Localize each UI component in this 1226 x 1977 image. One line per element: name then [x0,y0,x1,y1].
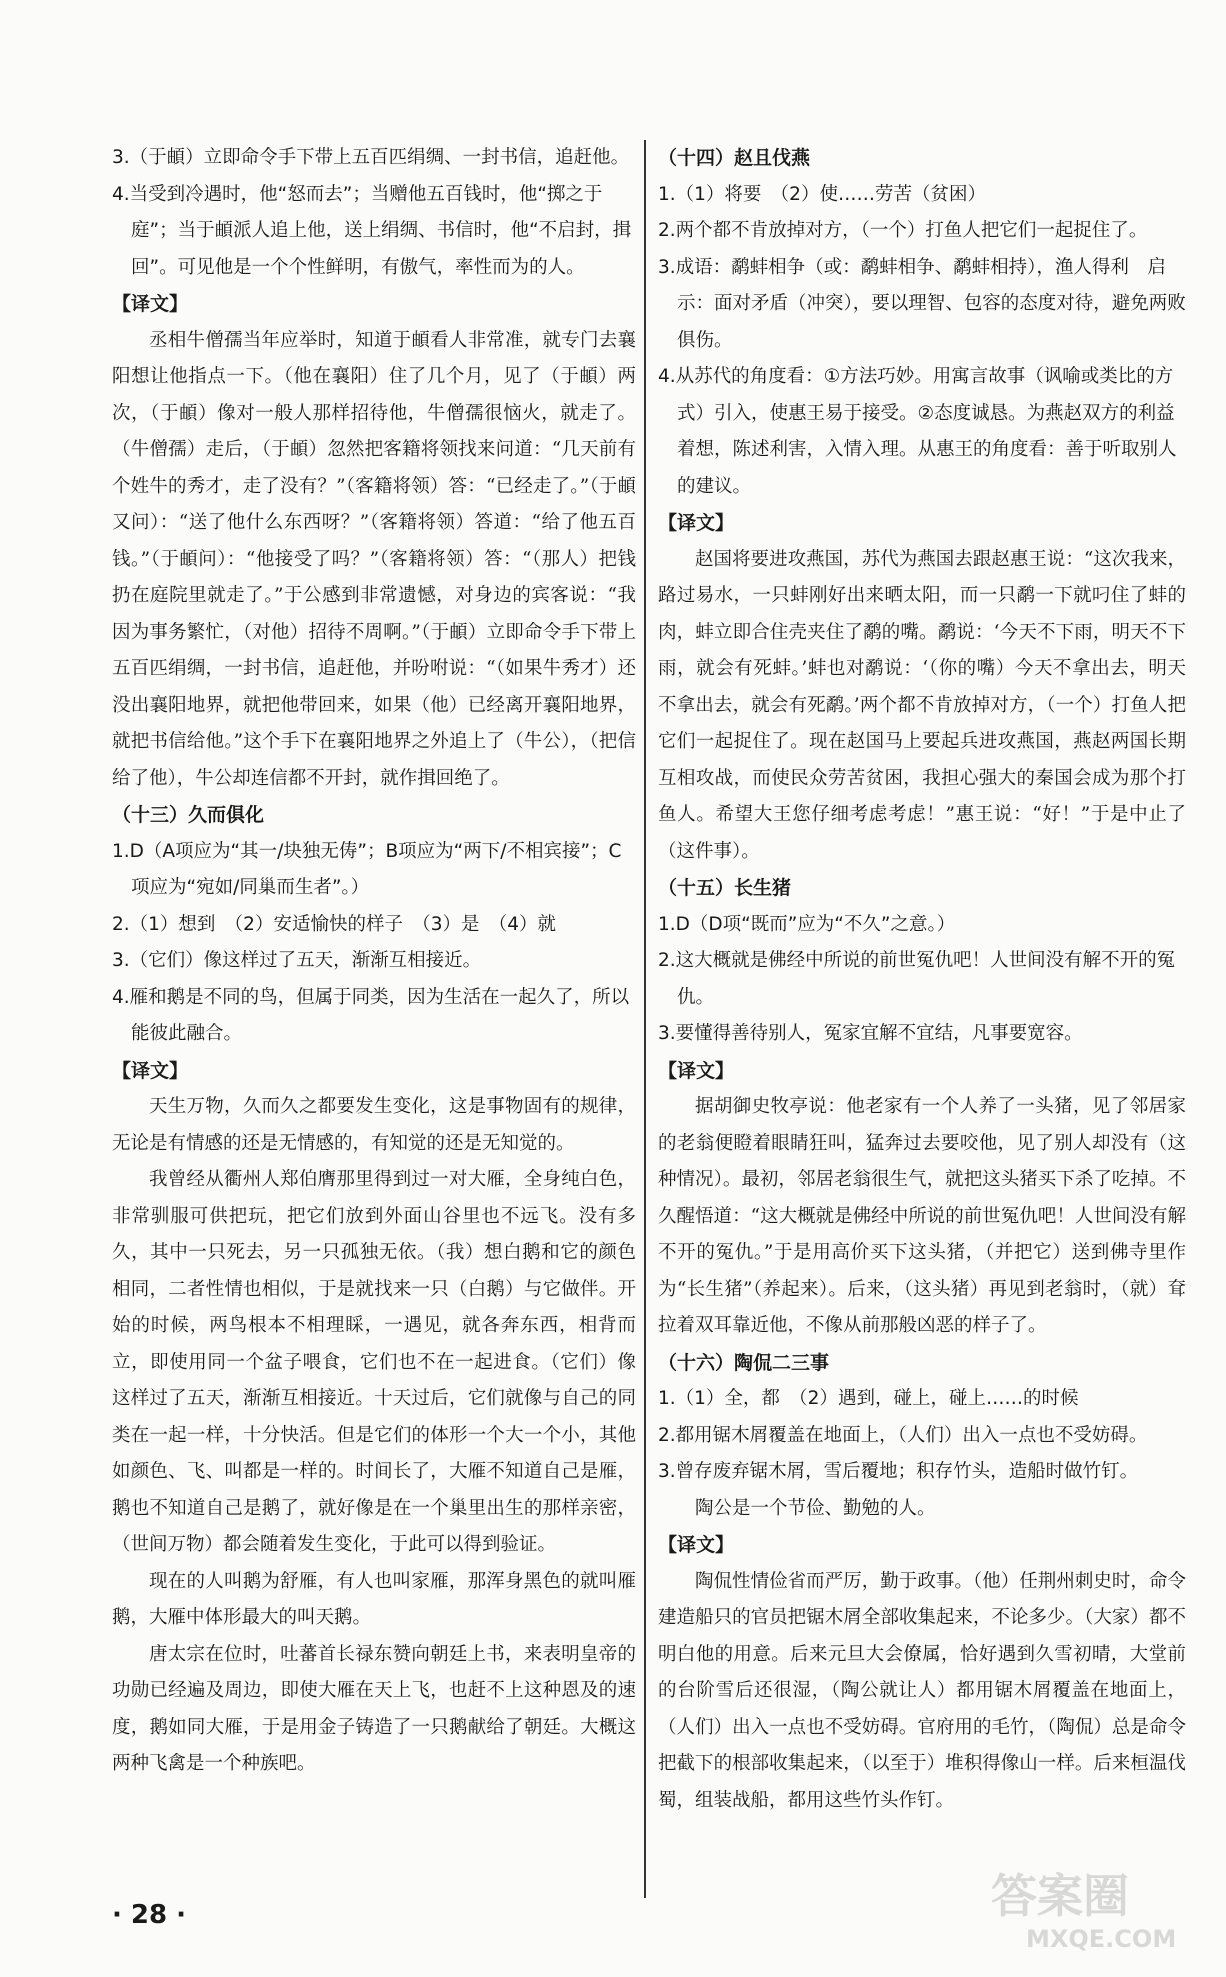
section-title-16: （十六）陶侃二三事 [658,1351,830,1374]
answer-4: 4.当受到冷遇时，他“怒而去”；当赠他五百钱时，他“掷之于庭”；当于頔派人追上他，送上绢绸、书信时，他“不启封，揖回”。可见他是一个个性鲜明，有傲气，率性而为的人。 [112,183,632,278]
translation-paragraph: 陶侃性情俭省而严厉，勤于政事。（他）任荆州刺史时，命令建造船只的官员把锯木屑全部收集起来，不论多少。（大家）都不明白他的用意。后来元旦大会僚属，恰好遇到久雪初晴，大堂前的台阶雪后还很湿，（陶公就让人）都用锯木屑覆盖在地面上，（人们）出入一点也不受妨碍。官府用的毛竹，（陶侃）总是命令把截下的根部收集起来，（以至于）堆积得像山一样。后来桓温伐蜀，组装战船，都用这些竹头作钉。 [658,1570,1186,1811]
translation-label: 【译文】 [112,1059,189,1082]
answer-2: 2.两个都不肯放掉对方，（一个）打鱼人把它们一起捉住了。 [658,220,1148,241]
answer-1: 1.（1）全，都 （2）遇到，碰上，碰上……的时候 [658,1388,1079,1409]
answer-3: 3.（它们）像这样过了五天，渐渐互相接近。 [112,950,482,971]
translation-paragraph: 天生万物，久而久之都要发生变化，这是事物固有的规律，无论是有情感的还是无情感的，有知觉的还是无知觉的。 [112,1096,636,1154]
translation-paragraph: 赵国将要进攻燕国，苏代为燕国去跟赵惠王说：“这次我来，路过易水，一只蚌刚好出来晒太阳，而一只鹬一下就叼住了蚌的肉，蚌立即合住壳夹住了鹬的嘴。鹬说：‘今天不下雨，明天不下雨，就会有死蚌。’蚌也对鹬说：‘（你的嘴）今天不拿出去，明天不拿出去，就会有死鹬。’两个都不肯放掉对方，（一个）打鱼人把它们一起捉住了。现在赵国马上要起兵进攻燕国，燕赵两国长期互相攻战，而使民众劳苦贫困，我担心强大的秦国会成为那个打鱼人。希望大王您仔细考虑考虑！”惠王说：“好！”于是中止了（这件事）。 [658,548,1186,862]
answer-2: 2.（1）想到 （2）安适愉快的样子 （3）是 （4）就 [112,913,556,935]
translation-paragraph: 据胡御史牧亭说：他老家有一个人养了一头猪，见了邻居家的老翁便瞪着眼睛狂叫，猛奔过去要咬他，见了别人却没有（这种情况）。最初，邻居老翁很生气，就把这头猪买下杀了吃掉。不久醒悟道：“这大概就是佛经中所说的前世冤仇吧！人世间没有解不开的冤仇。”于是用高价买下这头猪，（并把它）送到佛寺里作为“长生猪”（养起来）。后来，（这头猪）再见到老翁时，（就）耷拉着双耳靠近他，不像从前那般凶恶的样子了。 [658,1096,1186,1336]
answer-2: 2.都用锯木屑覆盖在地面上，（人们）出入一点也不受妨碍。 [658,1424,1148,1446]
translation-paragraph: 现在的人叫鹅为舒雁，有人也叫家雁，那浑身黑色的就叫雁鹅，大雁中体形最大的叫天鹅。 [112,1570,636,1628]
answer-2: 2.这大概就是佛经中所说的前世冤仇吧！人世间没有解不开的冤仇。 [658,950,1176,1008]
right-column [658,140,1186,1819]
section-title-15: （十五）长生猪 [658,877,792,899]
answer-1: 1.（1）将要 （2）使……劳苦（贫困） [658,183,986,205]
answer-3-extra: 陶公是一个节俭、勤勉的人。 [695,1497,936,1519]
answer-3: 3.曾存废弃锯木屑，雪后覆地；积存竹头，造船时做竹钉。 [658,1461,1139,1482]
answer-3: 3.（于頔）立即命令手下带上五百匹绢绸、一封书信，追赶他。 [112,147,630,168]
translation-label: 【译文】 [112,293,189,315]
section-title-14: （十四）赵且伐燕 [658,147,811,169]
column-divider [644,140,646,1898]
left-column [112,140,636,1783]
answer-1: 1.D（D项“既而”应为“不久”之意。） [658,913,956,935]
translation-label: 【译文】 [658,1059,735,1082]
translation-paragraph: 丞相牛僧孺当年应举时，知道于頔看人非常准，就专门去襄阳想让他指点一下。（他在襄阳）住了几个月，见了（于頔）两次，（于頔）像对一般人那样招待他，牛僧孺很恼火，就走了。（牛僧孺）走后，（于頔）忽然把客籍将领找来问道：“几天前有个姓牛的秀才，走了没有？”（客籍将领）答：“已经走了。”（于頔又问）：“送了他什么东西呀？”（客籍将领）答道：“给了他五百钱。”（于頔问）：“他接受了吗？”（客籍将领）答：“（那人）把钱扔在庭院里就走了。”于公感到非常遗憾，对身边的宾客说：“我因为事务繁忙，（对他）招待不周啊。”（于頔）立即命令手下带上五百匹绢绸，一封书信，追赶他，并吩咐说：“（如果牛秀才）还没出襄阳地界，就把他带回来，如果（他）已经离开襄阳地界，就把书信给他。”这个手下在襄阳地界之外追上了（牛公），（把信给了他），牛公却连信都不开封，就作揖回绝了。 [112,329,636,789]
translation-label: 【译文】 [658,1534,735,1556]
answer-3: 3.成语：鹬蚌相争（或：鹬蚌相争、鹬蚌相持），渔人得利 启示：面对矛盾（冲突），要以理智、包容的态度对待，避免两败俱伤。 [658,256,1186,351]
translation-paragraph: 唐太宗在位时，吐蕃首长禄东赞向朝廷上书，来表明皇帝的功勋已经遍及周边，即使大雁在天上飞，也赶不上这种恩及的速度，鹅如同大雁，于是用金子铸造了一只鹅献给了朝廷。大概这两种飞禽是一个种族吧。 [112,1643,636,1774]
answer-4: 4.雁和鹅是不同的鸟，但属于同类，因为生活在一起久了，所以能彼此融合。 [112,986,630,1044]
translation-paragraph: 我曾经从衢州人郑伯膺那里得到过一对大雁，全身纯白色，非常驯服可供把玩，把它们放到外面山谷里也不远飞。没有多久，其中一只死去，另一只孤独无依。（我）想白鹅和它的颜色相同，二者性情也相似，于是就找来一只（白鹅）与它做伴。开始的时候，两鸟根本不相理睬，一遇见，就各奔东西，相背而立，即使用同一个盆子喂食，它们也不在一起进食。（它们）像这样过了五天，渐渐互相接近。十天过后，它们就像与自己的同类在一起一样，十分快活。但是它们的体形一个大一个小，其他如颜色、飞、叫都是一样的。时间长了，大雁不知道自己是雁，鹅也不知道自己是鹅了，就好像是在一个巢里出生的那样亲密，（世间万物）都会随着发生变化，于此可以得到验证。 [112,1169,636,1555]
translation-label: 【译文】 [658,512,735,534]
page-number: · 28 · [112,1900,187,1930]
answer-1: 1.D（A项应为“其一/块独无俦”；B项应为“两下/不相宾接”；C项应为“宛如/同巢而生者”。） [112,840,622,898]
answer-4: 4.从苏代的角度看：①方法巧妙。用寓言故事（讽喻或类比的方式）引入，使惠王易于接受。②态度诚恳。为燕赵双方的利益着想，陈述利害，入情入理。从惠王的角度看：善于听取别人的建议。 [658,366,1177,497]
watermark-logo [986,1862,1196,1957]
svg-text:MXQE.COM: MXQE.COM [1026,1925,1177,1953]
answer-3: 3.要懂得善待别人，冤家宜解不宜结，凡事要宽容。 [658,1023,1083,1044]
section-title-13: （十三）久而俱化 [112,804,265,826]
svg-text:答案圈: 答案圈 [991,1869,1129,1923]
